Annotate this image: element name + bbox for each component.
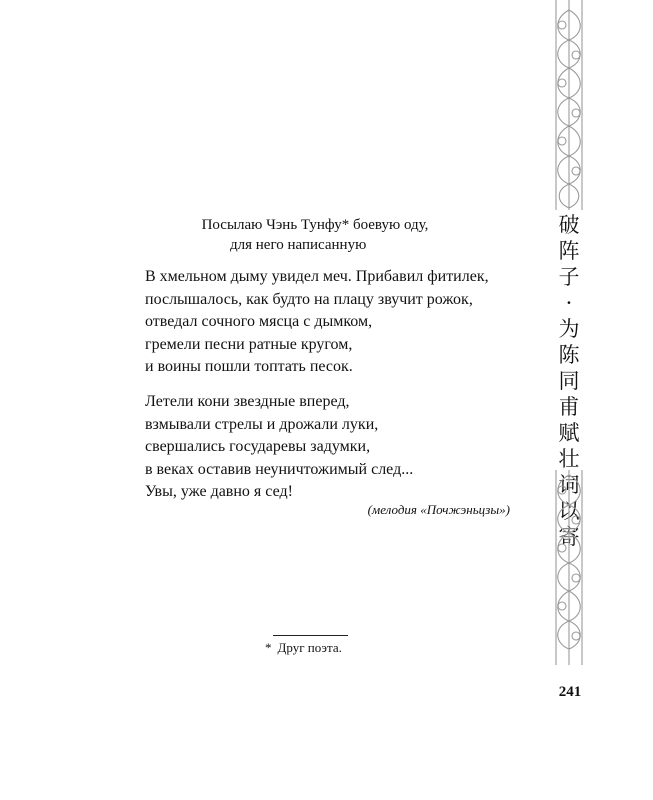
- footnote-divider: [273, 635, 348, 636]
- floral-border-top: [546, 0, 592, 210]
- chinese-char: 寄: [558, 525, 580, 549]
- chinese-char: 陈: [558, 343, 580, 367]
- verse-line: Увы, уже давно я сед!: [145, 483, 293, 500]
- stanza-1: [145, 266, 525, 379]
- verse-line: отведал сочного мясца с дымком,: [145, 313, 373, 330]
- chinese-char: 阵: [558, 239, 580, 263]
- chinese-char: 以: [558, 499, 580, 523]
- chinese-char: 赋: [558, 421, 580, 445]
- chinese-char: 词: [558, 473, 580, 497]
- stanza-2: [145, 391, 525, 504]
- floral-border-bottom: [546, 470, 592, 665]
- melody-note: (мелодия «Почжэньцзы»): [367, 502, 510, 517]
- poem-title: [150, 215, 480, 255]
- verse-line: свершались государевы задумки,: [145, 438, 371, 455]
- page-number: 241: [558, 684, 582, 700]
- chinese-char: ·: [565, 291, 573, 315]
- chinese-char: 子: [558, 265, 580, 289]
- chinese-char: 甫: [558, 395, 580, 419]
- verse-line: взмывали стрелы и дрожали луки,: [145, 415, 379, 433]
- verse-line: Летели кони звездные вперед,: [145, 393, 350, 410]
- verse-line: и воины пошли топтать песок.: [145, 358, 353, 375]
- verse-line: В хмельном дыму увидел меч. Прибавил фитилек,: [145, 268, 489, 285]
- chinese-char: 壮: [558, 447, 580, 471]
- footnote: [265, 640, 342, 656]
- chinese-char: 破: [558, 213, 580, 237]
- footnote-marker: *: [265, 640, 272, 655]
- chinese-char: 同: [558, 369, 580, 393]
- footnote-text: Друг поэта.: [277, 640, 342, 655]
- verse-line: послышалось, как будто на плацу звучит рожок,: [145, 290, 473, 308]
- poem-title-line-2: для него написанную: [230, 237, 367, 253]
- verse-line: гремели песни ратные кругом,: [145, 335, 353, 353]
- chinese-char: 为: [558, 317, 580, 341]
- poem-title-line-1: Посылаю Чэнь Тунфу* боевую оду,: [201, 217, 429, 233]
- verse-line: в веках оставив неуничтожимый след...: [145, 460, 414, 478]
